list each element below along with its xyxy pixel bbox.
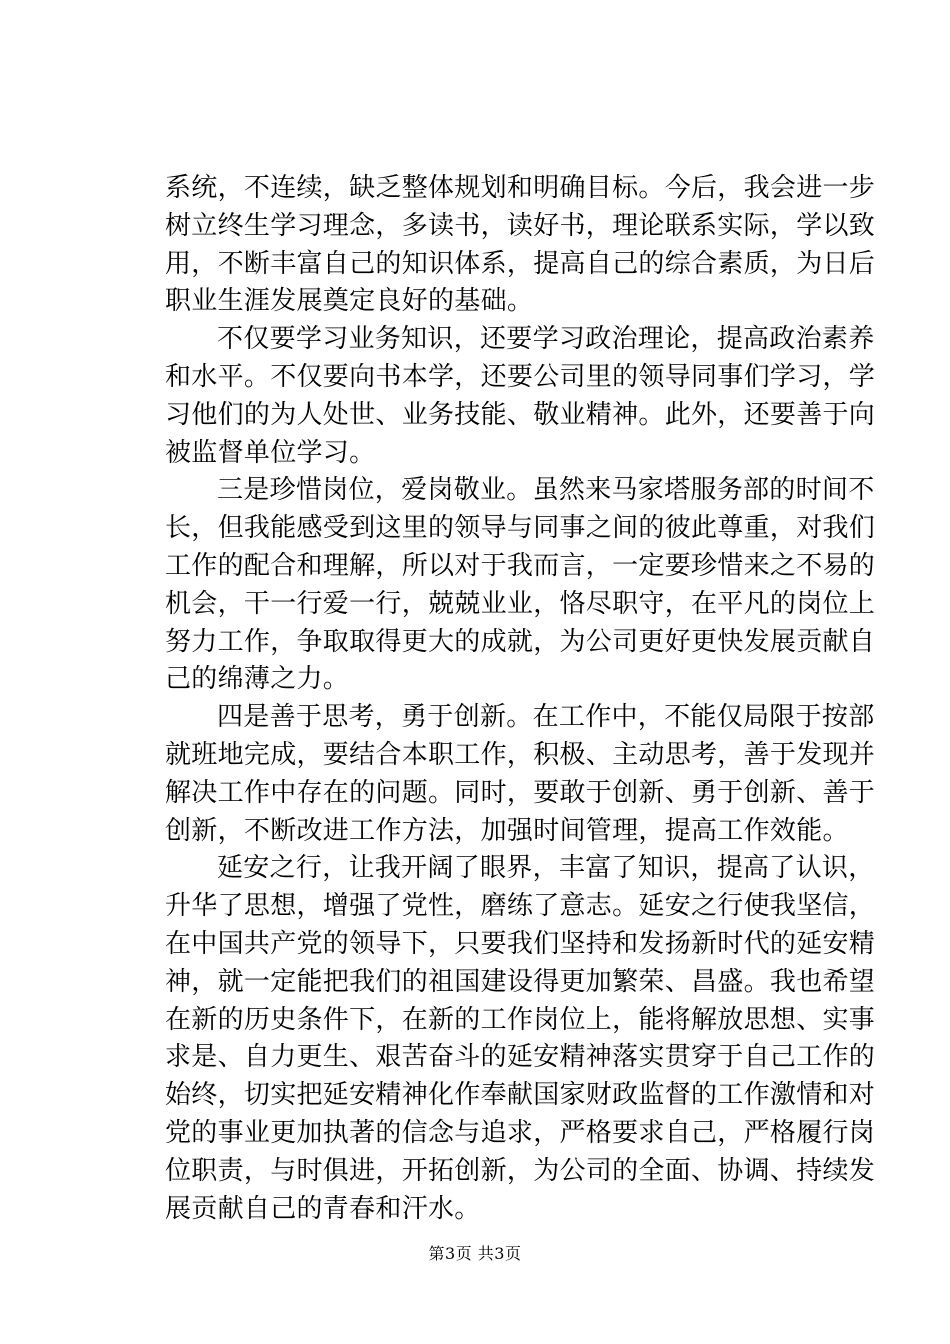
- text-line: 不仅要学习业务知识，还要学习政治理论，提高政治素养: [217, 324, 875, 355]
- text-line: 在新的历史条件下，在新的工作岗位上，能将解放思想、实事: [165, 1004, 876, 1035]
- text-line: 求是、自力更生、艰苦奋斗的延安精神落实贯穿于自己工作的: [165, 1042, 876, 1073]
- text-line: 被监督单位学习。: [165, 437, 376, 468]
- text-line: 职业生涯发展奠定良好的基础。: [165, 286, 534, 317]
- text-line: 和水平。不仅要向书本学，还要公司里的领导同事们学习，学: [165, 361, 876, 392]
- text-line: 长，但我能感受到这里的领导与同事之间的彼此尊重，对我们: [165, 513, 876, 544]
- text-line: 四是善于思考，勇于创新。在工作中，不能仅局限于按部: [217, 702, 875, 733]
- text-line: 解决工作中存在的问题。同时，要敢于创新、勇于创新、善于: [165, 777, 876, 808]
- text-line: 创新，不断改进工作方法，加强时间管理，提高工作效能。: [165, 815, 849, 846]
- text-line: 始终，切实把延安精神化作奉献国家财政监督的工作激情和对: [165, 1080, 876, 1111]
- text-line: 展贡献自己的青春和汗水。: [165, 1193, 481, 1224]
- text-line: 机会，干一行爱一行，兢兢业业，恪尽职守，在平凡的岗位上: [165, 588, 876, 619]
- text-line: 党的事业更加执著的信念与追求，严格要求自己，严格履行岗: [165, 1117, 876, 1148]
- document-body: [165, 170, 876, 1228]
- text-line: 习他们的为人处世、业务技能、敬业精神。此外，还要善于向: [165, 399, 876, 430]
- page-number-footer: 第3页 共3页: [428, 1244, 522, 1263]
- text-line: 在中国共产党的领导下，只要我们坚持和发扬新时代的延安精: [165, 928, 876, 959]
- text-line: 就班地完成，要结合本职工作，积极、主动思考，善于发现并: [165, 739, 876, 770]
- text-line: 己的绵薄之力。: [165, 664, 350, 695]
- text-line: 三是珍惜岗位，爱岗敬业。虽然来马家塔服务部的时间不: [217, 475, 875, 506]
- text-line: 努力工作，争取取得更大的成就，为公司更好更快发展贡献自: [165, 626, 876, 657]
- text-line: 系统，不连续，缺乏整体规划和明确目标。今后，我会进一步: [165, 173, 876, 203]
- text-line: 神，就一定能把我们的祖国建设得更加繁荣、昌盛。我也希望: [165, 966, 876, 997]
- text-line: 位职责，与时俱进，开拓创新，为公司的全面、协调、持续发: [165, 1155, 876, 1186]
- text-line: 用，不断丰富自己的知识体系，提高自己的综合素质，为日后: [165, 248, 876, 279]
- text-line: 工作的配合和理解，所以对于我而言，一定要珍惜来之不易的: [165, 550, 876, 581]
- text-line: 延安之行，让我开阔了眼界，丰富了知识，提高了认识，: [217, 853, 875, 884]
- text-line: 树立终生学习理念，多读书，读好书，理论联系实际，学以致: [165, 210, 876, 241]
- text-line: 升华了思想，增强了党性，磨练了意志。延安之行使我坚信，: [165, 891, 876, 922]
